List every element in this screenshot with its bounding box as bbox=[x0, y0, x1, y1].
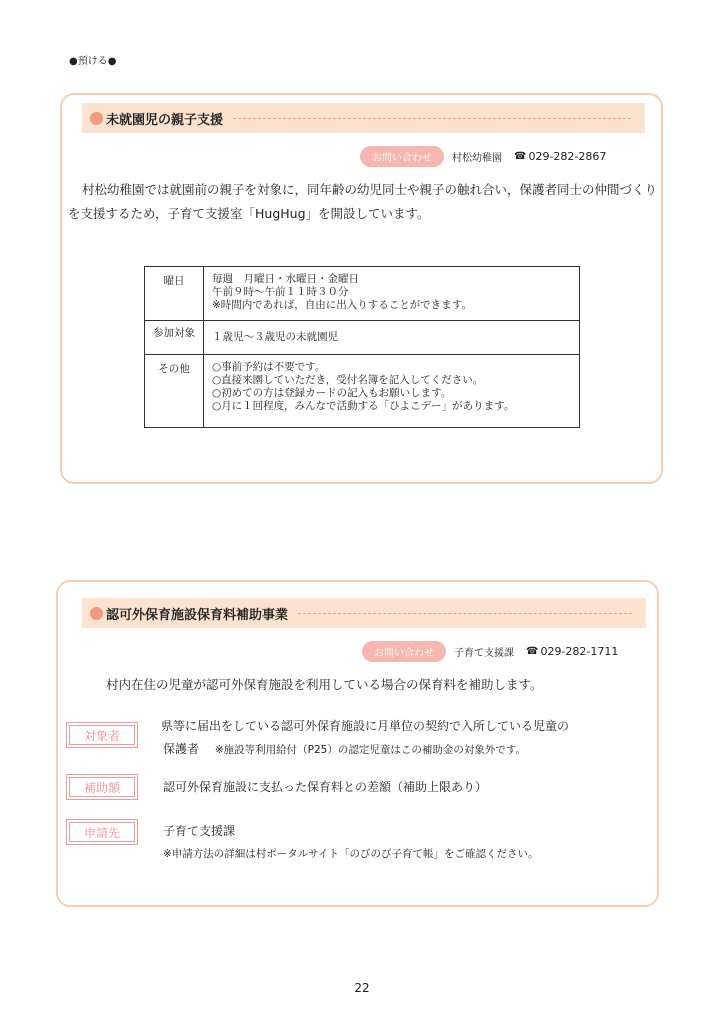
contact-phone: 029-282-1711 bbox=[540, 645, 619, 658]
tag-label: 対象者 bbox=[69, 725, 135, 745]
section-label: ●預ける● bbox=[69, 56, 117, 67]
table-line: ○直接来園していただき，受付名簿を記入してください。 bbox=[212, 374, 484, 386]
table-line: 毎週 月曜日・水曜日・金曜日 bbox=[212, 273, 359, 285]
contact-org: 子育て支援課 bbox=[454, 648, 514, 659]
tag-label: 申請先 bbox=[69, 822, 135, 842]
table-value-cell bbox=[204, 267, 580, 321]
card-title: 未就園児の親子支援 bbox=[106, 112, 224, 128]
table-value-cell bbox=[204, 321, 580, 355]
card-description: 村松幼稚園では就園前の親子を対象に，同年齢の幼児同士や親子の触れ合い，保護者同士の仲間づくりを支援するため，子育て支援室「HugHug」を開設しています。 bbox=[68, 182, 658, 221]
contact-badge: お問い合わせ bbox=[362, 641, 446, 662]
table-row bbox=[145, 267, 580, 321]
table-line: ○初めての方は登録カードの記入もお願いします。 bbox=[212, 387, 452, 399]
dashed-divider bbox=[233, 118, 631, 119]
row-text: 認可外保育施設に支払った保育料との差額（補助上限あり） bbox=[163, 780, 488, 794]
phone-icon: ☎ bbox=[526, 646, 539, 657]
table-line: １歳児～３歳児の未就園児 bbox=[212, 331, 338, 343]
table-header-cell: 曜日 bbox=[145, 267, 204, 321]
row-note: ※施設等利用給付（P25）の認定児童はこの補助金の対象外です。 bbox=[214, 744, 526, 756]
schedule-table bbox=[144, 266, 580, 428]
table-header-cell: 参加対象 bbox=[145, 321, 204, 355]
row-text: 県等に届出をしている認可外保育施設に月単位の契約で入所している児童の bbox=[161, 719, 570, 733]
phone-icon: ☎ bbox=[514, 151, 527, 162]
dashed-divider bbox=[298, 613, 632, 614]
row-note: ※申請方法の詳細は村ポータルサイト「のびのび子育て帳」をご確認ください。 bbox=[163, 848, 539, 860]
table-line: ○事前予約は不要です。 bbox=[212, 361, 326, 373]
page-number: 22 bbox=[354, 981, 370, 995]
table-row bbox=[145, 321, 580, 355]
table-row bbox=[145, 355, 580, 428]
card-description: 村内在住の児童が認可外保育施設を利用している場合の保育料を補助します。 bbox=[106, 677, 543, 692]
contact-row bbox=[360, 146, 606, 167]
table-line: 午前９時～午前１１時３０分 bbox=[212, 286, 349, 298]
table-line: ※時間内であれば，自由に出入りすることができます。 bbox=[212, 299, 472, 311]
table-value-cell bbox=[204, 355, 580, 428]
bullet-dot-icon bbox=[90, 112, 103, 125]
row-text: 子育て支援課 bbox=[163, 824, 236, 838]
row-text-main: 保護者 bbox=[163, 742, 200, 756]
contact-phone: 029-282-2867 bbox=[528, 150, 607, 163]
tag-label: 補助額 bbox=[69, 777, 135, 797]
contact-row bbox=[362, 641, 618, 662]
contact-badge: お問い合わせ bbox=[360, 146, 444, 167]
card-title-band bbox=[82, 598, 646, 628]
card-title-band bbox=[82, 103, 645, 133]
table-line: ○月に１回程度，みんなで活動する「ひよこデー」があります。 bbox=[212, 400, 515, 412]
bullet-dot-icon bbox=[90, 607, 103, 620]
row-text bbox=[163, 737, 526, 762]
card-title: 認可外保育施設保育料補助事業 bbox=[106, 607, 289, 623]
table-header-cell: その他 bbox=[145, 355, 204, 428]
contact-org: 村松幼稚園 bbox=[452, 153, 502, 164]
